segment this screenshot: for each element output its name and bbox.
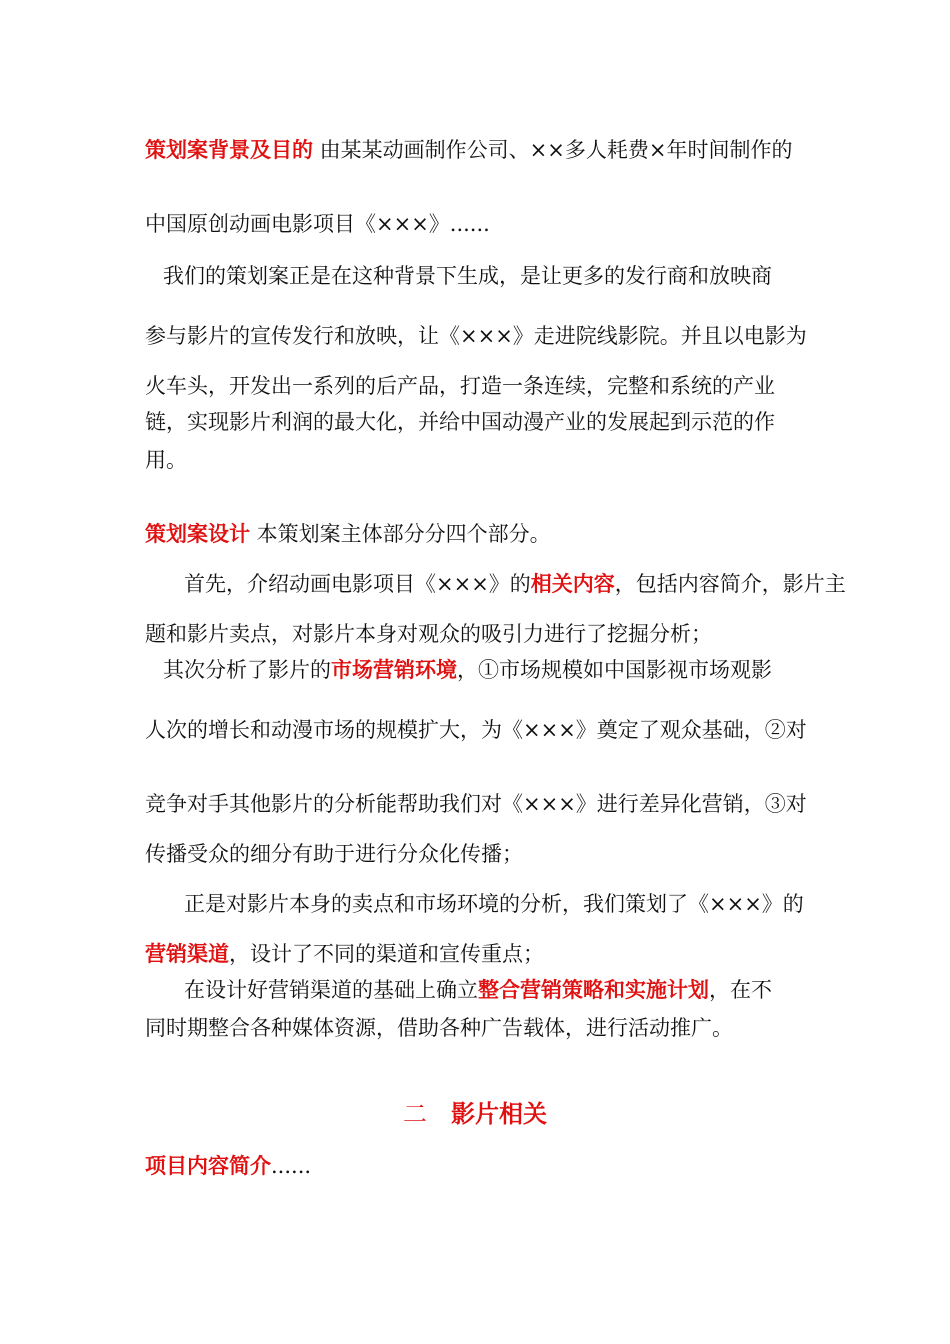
paragraph-second-line-2: 人次的增长和动漫市场的规模扩大，为《×××》奠定了观众基础，②对 <box>145 718 807 742</box>
paragraph-third-line-2: 营销渠道，设计了不同的渠道和宣传重点； <box>145 942 544 966</box>
paragraph-second-line-3: 竞争对手其他影片的分析能帮助我们对《×××》进行差异化营销，③对 <box>145 792 807 816</box>
section-title: 影片相关 <box>451 1100 547 1128</box>
paragraph-first-line-2: 题和影片卖点，对影片本身对观众的吸引力进行了挖掘分析； <box>145 622 712 646</box>
highlight-related-content: 相关内容 <box>530 572 615 596</box>
paragraph-design-line-1: 策划案设计 本策划案主体部分分四个部分。 <box>145 522 551 546</box>
subsection-heading <box>145 1152 311 1180</box>
paragraph-second-line-1: 其次分析了影片的市场营销环境，①市场规模如中国影视市场观影 <box>163 658 772 682</box>
highlight-marketing-channels: 营销渠道 <box>145 942 229 966</box>
section-number: 二 <box>403 1100 427 1128</box>
paragraph-intro-line-4: 链，实现影片利润的最大化，并给中国动漫产业的发展起到示范的作 <box>145 410 775 434</box>
paragraph-fourth-line-1: 在设计好营销渠道的基础上确立整合营销策略和实施计划，在不 <box>184 978 772 1002</box>
paragraph-intro-line-2: 参与影片的宣传发行和放映，让《×××》走进院线影院。并且以电影为 <box>145 324 807 348</box>
paragraph-intro-line-5: 用。 <box>145 448 187 472</box>
paragraph-intro-line-3: 火车头，开发出一系列的后产品，打造一条连续，完整和系统的产业 <box>145 374 775 398</box>
highlight-market-environment: 市场营销环境 <box>331 658 457 682</box>
subsection-suffix: ...... <box>271 1154 312 1178</box>
paragraph-intro-line-1: 我们的策划案正是在这种背景下生成，是让更多的发行商和放映商 <box>163 264 772 288</box>
subsection-label: 项目内容简介 <box>145 1154 271 1178</box>
paragraph-third-line-1: 正是对影片本身的卖点和市场环境的分析，我们策划了《×××》的 <box>184 892 804 916</box>
highlight-integrated-strategy: 整合营销策略和实施计划 <box>478 978 709 1002</box>
label-background-purpose: 策划案背景及目的 <box>145 138 313 162</box>
paragraph-background-line-2: 中国原创动画电影项目《×××》...... <box>145 212 490 236</box>
section-heading <box>0 1098 950 1130</box>
paragraph-second-line-4: 传播受众的细分有助于进行分众化传播； <box>145 842 523 866</box>
paragraph-first-line-1: 首先，介绍动画电影项目《×××》的相关内容，包括内容简介，影片主 <box>184 572 846 596</box>
paragraph-fourth-line-2: 同时期整合各种媒体资源，借助各种广告载体，进行活动推广。 <box>145 1016 733 1040</box>
label-design: 策划案设计 <box>145 522 250 546</box>
paragraph-background-line-1: 策划案背景及目的 由某某动画制作公司、××多人耗费×年时间制作的 <box>145 138 793 162</box>
